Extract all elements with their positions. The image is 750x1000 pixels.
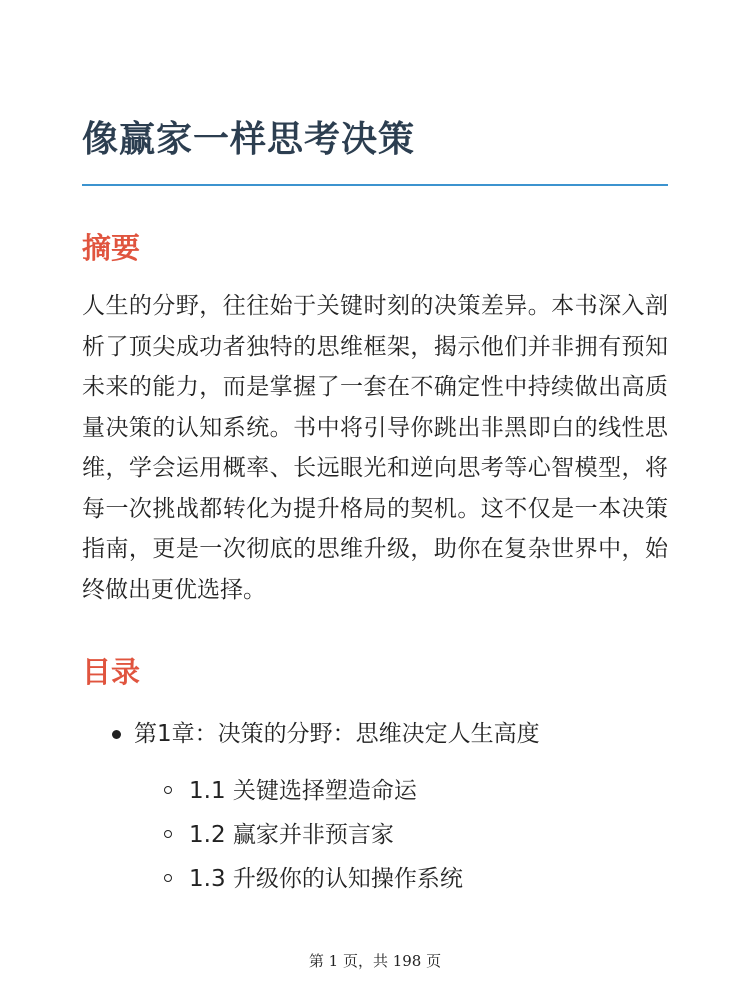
hollow-bullet-icon: [164, 830, 172, 838]
page-footer: 第 1 页，共 198 页: [308, 952, 442, 970]
hollow-bullet-icon: [164, 786, 172, 794]
document-title: 像赢家一样思考决策: [82, 119, 416, 160]
hollow-bullet-icon: [164, 874, 172, 882]
toc-heading: 目录: [82, 655, 141, 689]
summary-heading: 摘要: [82, 231, 141, 265]
toc-section-label: 1.2 赢家并非预言家: [189, 822, 394, 848]
toc-section-label: 1.1 关键选择塑造命运: [189, 778, 417, 804]
toc-section-label: 1.3 升级你的认知操作系统: [189, 866, 463, 892]
title-divider: [82, 184, 668, 186]
toc-chapter-1: [82, 716, 668, 897]
summary-paragraph: 人生的分野，往往始于关键时刻的决策差异。本书深入剖析了顶尖成功者独特的思维框架，揭示他们并非拥有预知未来的能力，而是掌握了一套在不确定性中持续做出高质量决策的认知系统。书中将引导你跳出非黑即白的线性思维，学会运用概率、长远眼光和逆向思考等心智模型，将每一次挑战都转化为提升格局的契机。这不仅是一本决策指南，更是一次彻底的思维升级，助你在复杂世界中，始终做出更优选择。: [82, 293, 668, 603]
filled-bullet-icon: [112, 730, 121, 739]
toc-section-1-3: [82, 861, 668, 897]
toc-section-list: [134, 773, 668, 897]
toc-list: [82, 716, 668, 897]
toc-chapter-label: 第1章：决策的分野：思维决定人生高度: [134, 721, 540, 747]
toc-section-1-1: [82, 773, 668, 809]
toc-section-1-2: [82, 817, 668, 853]
